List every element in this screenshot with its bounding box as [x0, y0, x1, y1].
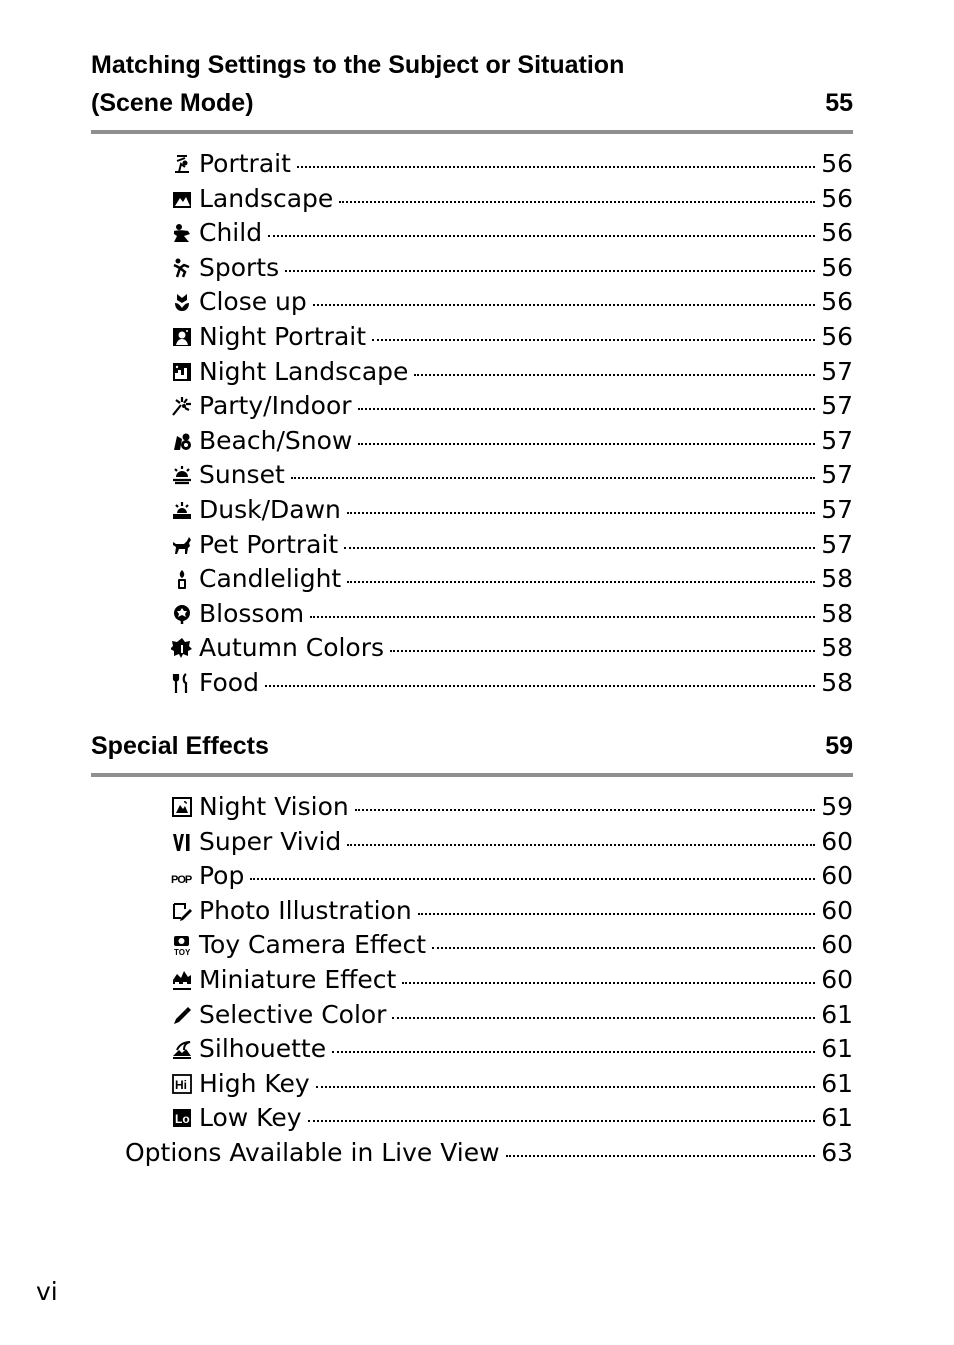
dot-leader: [372, 315, 815, 341]
dot-leader: [432, 923, 815, 949]
entry-page-number: 60: [821, 930, 853, 960]
close-up-icon: [171, 291, 193, 313]
toc-entry-silhouette[interactable]: [171, 1031, 853, 1066]
night-portrait-icon: [171, 326, 193, 348]
entry-label: Close up: [199, 287, 307, 317]
night-vision-icon: [171, 796, 193, 818]
toc-entry-beach-snow[interactable]: [171, 423, 853, 458]
section-title-line1: Matching Settings to the Subject or Situation: [91, 51, 625, 79]
svg-text:Lo: Lo: [175, 1112, 190, 1127]
entry-label: Candlelight: [199, 564, 342, 594]
entry-page-number: 58: [821, 633, 853, 663]
entry-page-number: 57: [821, 494, 853, 524]
svg-text:Hi: Hi: [175, 1077, 187, 1092]
toc-entry-portrait[interactable]: [171, 146, 853, 181]
entry-page-number: 60: [821, 826, 853, 856]
dot-leader: [308, 1096, 816, 1122]
dot-leader: [355, 785, 815, 811]
toc-entry-food[interactable]: [171, 665, 853, 700]
toc-entry-night-vision[interactable]: [171, 789, 853, 824]
dot-leader: [392, 993, 815, 1019]
entry-label: Beach/Snow: [199, 425, 353, 455]
party-indoor-icon: [171, 395, 193, 417]
entry-page-number: 60: [821, 964, 853, 994]
entry-list: [91, 789, 853, 1135]
high-key-icon: [171, 1073, 193, 1095]
entry-label: Toy Camera Effect: [199, 930, 427, 960]
silhouette-icon: [171, 1038, 193, 1060]
dot-leader: [390, 626, 815, 652]
food-icon: [171, 672, 193, 694]
entry-page-number: 56: [821, 183, 853, 213]
entry-label: Pop: [199, 861, 245, 891]
pop-icon: [171, 865, 193, 887]
svg-text:TOY: TOY: [174, 948, 191, 957]
dot-leader: [344, 523, 815, 549]
toy-camera-icon: [171, 934, 193, 956]
entry-label: Night Vision: [199, 792, 349, 821]
toc-entry-close-up[interactable]: [171, 284, 853, 319]
entry-page-number: 57: [821, 425, 853, 455]
sports-icon: [171, 257, 193, 279]
dot-leader: [313, 280, 815, 306]
entry-page-number: 63: [821, 1137, 853, 1167]
sunset-icon: [171, 464, 193, 486]
entry-label: Food: [199, 667, 259, 697]
entry-label: Pet Portrait: [199, 529, 339, 559]
entry-page-number: 61: [821, 1068, 853, 1098]
section-heading: [91, 46, 853, 134]
entry-page-number: 56: [821, 321, 853, 351]
toc-entry-selective-color[interactable]: [171, 997, 853, 1032]
section-title-line2: (Scene Mode): [91, 89, 254, 117]
toc-entry-sports[interactable]: [171, 250, 853, 285]
toc-entry-party-indoor[interactable]: [171, 388, 853, 423]
dot-leader: [414, 350, 815, 376]
entry-page-number: 56: [821, 252, 853, 282]
dot-leader: [358, 384, 816, 410]
entry-page-number: 58: [821, 598, 853, 628]
dot-leader: [347, 488, 815, 514]
section-page-number: 55: [825, 89, 853, 117]
entry-label: Selective Color: [199, 999, 387, 1029]
beach-snow-icon: [171, 430, 193, 452]
entry-page-number: 58: [821, 667, 853, 697]
entry-page-number: 60: [821, 895, 853, 925]
toc-entry-super-vivid[interactable]: [171, 824, 853, 859]
entry-label: Landscape: [199, 183, 334, 213]
svg-text:POP: POP: [171, 874, 192, 887]
selective-color-icon: [171, 1004, 193, 1026]
entry-list: [91, 146, 853, 700]
toc-entry-sunset[interactable]: [171, 457, 853, 492]
entry-page-number: 61: [821, 999, 853, 1029]
autumn-colors-icon: [171, 637, 193, 659]
photo-illustration-icon: [171, 900, 193, 922]
entry-label: Sports: [199, 252, 280, 282]
entry-page-number: 57: [821, 356, 853, 386]
entry-label: High Key: [199, 1068, 310, 1098]
dot-leader: [268, 211, 815, 237]
section-title: Special Effects: [91, 732, 269, 760]
landscape-icon: [171, 188, 193, 210]
toc-entry-options-live-view[interactable]: [125, 1135, 853, 1170]
toc-entry-landscape[interactable]: [171, 181, 853, 216]
blossom-icon: [171, 603, 193, 625]
entry-page-number: 59: [821, 792, 853, 821]
dot-leader: [291, 453, 815, 479]
dot-leader: [265, 661, 815, 687]
entry-label: Autumn Colors: [199, 633, 385, 663]
child-icon: [171, 222, 193, 244]
pet-portrait-icon: [171, 534, 193, 556]
toc-entry-pet-portrait[interactable]: [171, 527, 853, 562]
toc-entry-toy-camera[interactable]: [171, 927, 853, 962]
dot-leader: [506, 1131, 816, 1157]
entry-label: Child: [199, 218, 263, 248]
entry-label: Portrait: [199, 149, 291, 178]
low-key-icon: [171, 1107, 193, 1129]
dot-leader: [358, 419, 815, 445]
entry-label: Party/Indoor: [199, 391, 352, 421]
toc-entry-night-landscape[interactable]: [171, 354, 853, 389]
section-page-number: 59: [825, 732, 853, 760]
dot-leader: [347, 557, 815, 583]
dot-leader: [316, 1062, 815, 1088]
section-scene-mode: [91, 46, 853, 700]
dot-leader: [339, 177, 815, 203]
dot-leader: [310, 592, 815, 618]
dot-leader: [297, 142, 815, 168]
toc-entry-child[interactable]: [171, 215, 853, 250]
entry-page-number: 60: [821, 861, 853, 891]
portrait-icon: [171, 153, 193, 175]
miniature-icon: [171, 969, 193, 991]
entry-page-number: 61: [821, 1034, 853, 1064]
super-vivid-icon: [171, 831, 193, 853]
toc-entry-blossom[interactable]: [171, 596, 853, 631]
toc-entry-candlelight[interactable]: [171, 561, 853, 596]
entry-label: Blossom: [199, 598, 305, 628]
dot-leader: [402, 958, 815, 984]
entry-page-number: 57: [821, 529, 853, 559]
entry-label: Photo Illustration: [199, 895, 412, 925]
entry-page-number: 57: [821, 391, 853, 421]
toc-entry-night-portrait[interactable]: [171, 319, 853, 354]
dot-leader: [285, 246, 815, 272]
entry-page-number: 57: [821, 460, 853, 490]
entry-label: Night Portrait: [199, 321, 367, 351]
dot-leader: [250, 854, 815, 880]
dot-leader: [332, 1027, 815, 1053]
entry-label: Sunset: [199, 460, 285, 490]
entry-label: Dusk/Dawn: [199, 494, 341, 524]
entry-page-number: 56: [821, 149, 853, 178]
dot-leader: [347, 820, 815, 846]
entry-label: Low Key: [199, 1103, 302, 1133]
section-special-effects: [91, 727, 853, 1170]
dot-leader: [418, 889, 816, 915]
section-heading: [91, 727, 853, 777]
entry-label: Night Landscape: [199, 356, 409, 386]
entry-page-number: 58: [821, 564, 853, 594]
entry-label: Silhouette: [199, 1034, 327, 1064]
entry-page-number: 56: [821, 287, 853, 317]
page-folio: vi: [36, 1277, 58, 1306]
entry-label: Miniature Effect: [199, 964, 397, 994]
candlelight-icon: [171, 568, 193, 590]
night-landscape-icon: [171, 361, 193, 383]
toc-entry-miniature[interactable]: [171, 962, 853, 997]
toc-entry-autumn-colors[interactable]: [171, 630, 853, 665]
entry-label: Super Vivid: [199, 826, 342, 856]
entry-page-number: 61: [821, 1103, 853, 1133]
toc-entry-high-key[interactable]: [171, 1066, 853, 1101]
toc-entry-pop[interactable]: [171, 858, 853, 893]
dusk-dawn-icon: [171, 499, 193, 521]
entry-page-number: 56: [821, 218, 853, 248]
toc-entry-low-key[interactable]: [171, 1100, 853, 1135]
toc-entry-photo-illustration[interactable]: [171, 893, 853, 928]
entry-label: Options Available in Live View: [125, 1137, 500, 1167]
toc-entry-dusk-dawn[interactable]: [171, 492, 853, 527]
